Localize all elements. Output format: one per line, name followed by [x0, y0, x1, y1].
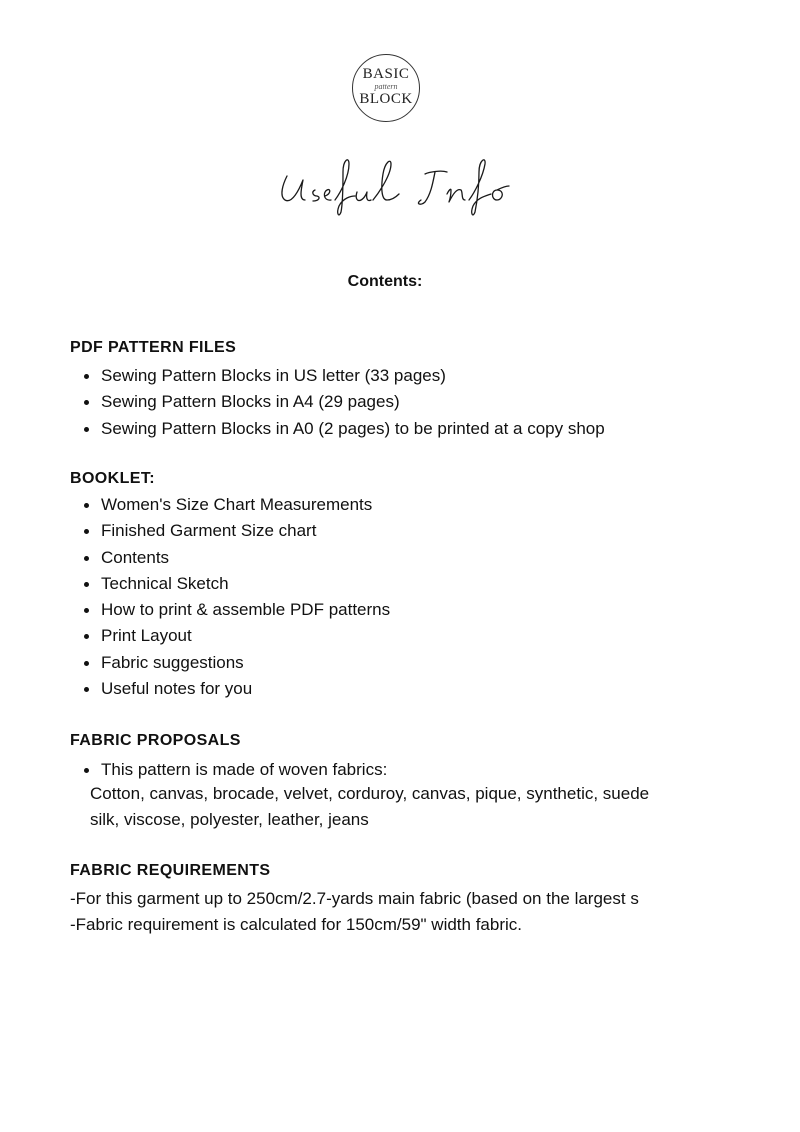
brand-logo [352, 54, 420, 122]
list-item: Women's Size Chart Measurements [80, 492, 390, 518]
fabric-types-line-1: Cotton, canvas, brocade, velvet, corduroy, canvas, pique, synthetic, suede [90, 784, 650, 803]
script-title-lettering [265, 150, 535, 220]
list-item: Sewing Pattern Blocks in A4 (29 pages) [80, 389, 605, 415]
list-item: Print Layout [80, 623, 390, 649]
list-item: How to print & assemble PDF patterns [80, 597, 390, 623]
booklet-list [80, 492, 390, 702]
fabric-requirement-line-2: -Fabric requirement is calculated for 150cm/59" width fabric. [70, 915, 523, 934]
contents-heading: Contents: [347, 273, 423, 290]
section-title-fabric-requirements: FABRIC REQUIREMENTS [70, 862, 271, 879]
list-item: Finished Garment Size chart [80, 518, 390, 544]
list-item: Useful notes for you [80, 676, 390, 702]
fabric-proposals-list [80, 757, 387, 783]
pdf-files-list [80, 363, 605, 442]
section-title-pdf-files: PDF PATTERN FILES [70, 339, 237, 356]
logo-text-middle: pattern [374, 82, 398, 91]
logo-text-bottom: BLOCK [359, 91, 413, 107]
list-item: This pattern is made of woven fabrics: [80, 757, 387, 783]
list-item: Fabric suggestions [80, 650, 390, 676]
script-title [265, 150, 535, 220]
fabric-types-line-2: silk, viscose, polyester, leather, jeans [90, 810, 369, 829]
list-item: Sewing Pattern Blocks in A0 (2 pages) to be printed at a copy shop [80, 416, 605, 442]
section-title-fabric-proposals: FABRIC PROPOSALS [70, 732, 241, 749]
section-title-booklet: BOOKLET: [70, 470, 155, 487]
list-item: Technical Sketch [80, 571, 390, 597]
list-item: Contents [80, 545, 390, 571]
logo-text-top: BASIC [362, 66, 410, 82]
fabric-requirement-line-1: -For this garment up to 250cm/2.7-yards main fabric (based on the largest s [70, 889, 639, 908]
list-item: Sewing Pattern Blocks in US letter (33 pages) [80, 363, 605, 389]
